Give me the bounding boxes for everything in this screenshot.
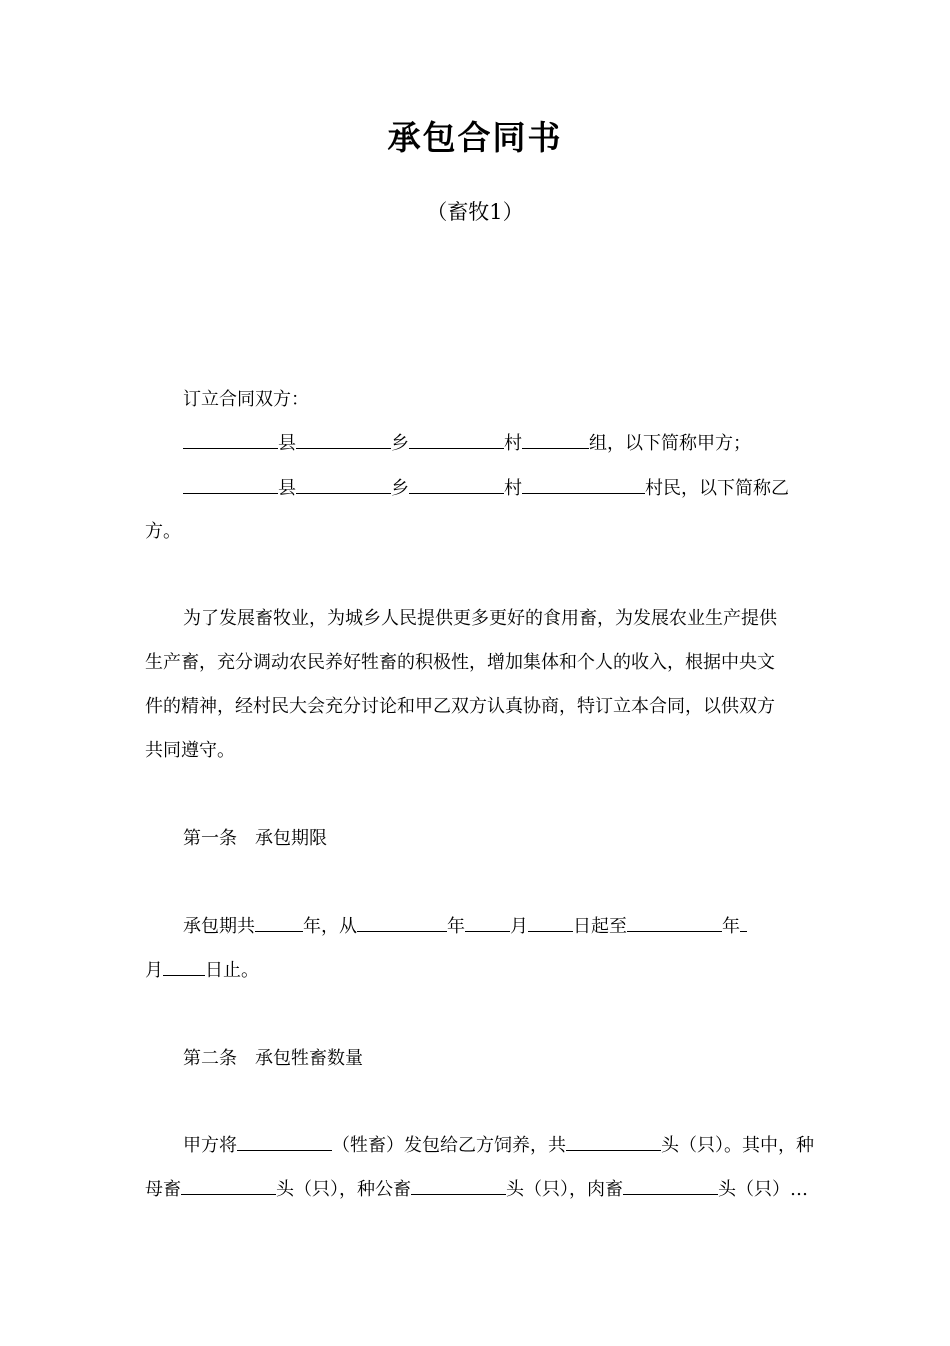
blank-field xyxy=(163,957,205,976)
blank-field xyxy=(296,475,391,494)
blank-field xyxy=(183,430,278,449)
blank-field xyxy=(296,430,391,449)
blank-field xyxy=(627,913,722,932)
article2-line: 甲方将 （牲畜）发包给乙方饲养，共 头（只）。其中，种 xyxy=(183,1132,815,1160)
blank-field xyxy=(411,1176,506,1195)
blank-field xyxy=(522,475,645,494)
blank-field xyxy=(465,913,510,932)
blank-field xyxy=(237,1132,332,1151)
document-subtitle: （畜牧1） xyxy=(426,200,524,224)
document-title: 承包合同书 xyxy=(387,118,563,157)
party-b-line: 县 乡 村 村民，以下简称乙 xyxy=(183,475,815,503)
blank-field xyxy=(255,913,303,932)
blank-field xyxy=(623,1176,718,1195)
article1-heading: 第一条 承包期限 xyxy=(183,828,327,849)
parties-heading: 订立合同双方： xyxy=(183,389,309,410)
preamble-line: 为了发展畜牧业，为城乡人民提供更多更好的食用畜，为发展农业生产提供 xyxy=(183,608,777,629)
article2-heading: 第二条 承包牲畜数量 xyxy=(183,1048,363,1069)
article1-line: 承包期共 年，从 年 月 日起至 年 xyxy=(183,913,815,941)
article2-line2: 母畜 头（只），种公畜 头（只），肉畜 头（只）… xyxy=(145,1176,815,1204)
blank-field xyxy=(409,475,504,494)
party-b-continuation: 方。 xyxy=(145,521,181,542)
article1-line2: 月 日止。 xyxy=(145,957,815,985)
party-a-line: 县 乡 村 组，以下简称甲方； xyxy=(183,430,815,458)
blank-field xyxy=(181,1176,276,1195)
blank-field xyxy=(528,913,573,932)
blank-field xyxy=(522,430,589,449)
preamble-line: 共同遵守。 xyxy=(145,740,235,761)
blank-field xyxy=(409,430,504,449)
blank-field xyxy=(357,913,447,932)
blank-field xyxy=(183,475,278,494)
preamble-line: 生产畜，充分调动农民养好牲畜的积极性，增加集体和个人的收入，根据中央文 xyxy=(145,652,775,673)
blank-field xyxy=(566,1132,661,1151)
blank-field xyxy=(740,913,747,932)
preamble-line: 件的精神，经村民大会充分讨论和甲乙双方认真协商，特订立本合同，以供双方 xyxy=(145,696,775,717)
